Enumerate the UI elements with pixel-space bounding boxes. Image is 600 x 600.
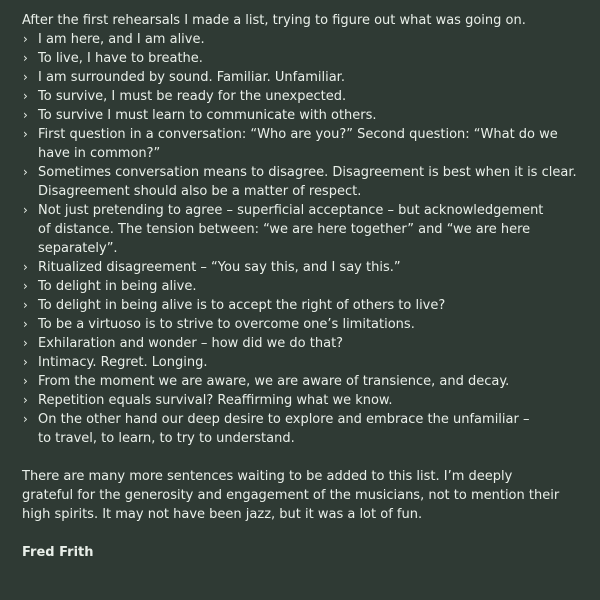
bullet-chevron-icon: ›	[23, 374, 28, 388]
list-item	[22, 163, 592, 201]
list-item-line: Repetition equals survival? Reaffirming what we know.	[38, 393, 393, 408]
bullet-chevron-icon: ›	[23, 89, 28, 103]
closing-line: There are many more sentences waiting to be added to this list. I’m deeply	[22, 469, 513, 484]
list-item-line: have in common?”	[38, 146, 161, 161]
bullet-chevron-icon: ›	[23, 336, 28, 350]
bullet-chevron-icon: ›	[23, 51, 28, 65]
bullet-chevron-icon: ›	[23, 317, 28, 331]
list-item	[22, 49, 592, 68]
list-item-line: Exhilaration and wonder – how did we do that?	[38, 336, 344, 351]
list-item-line: To delight in being alive is to accept the right of others to live?	[38, 298, 446, 313]
list-item-line: to travel, to learn, to try to understand.	[38, 431, 295, 446]
bullet-chevron-icon: ›	[23, 260, 28, 274]
list-item-line: of distance. The tension between: “we are here together” and “we are here	[38, 222, 531, 237]
bullet-chevron-icon: ›	[23, 165, 28, 179]
list-item-line: separately”.	[38, 241, 118, 256]
list-item-line: I am surrounded by sound. Familiar. Unfamiliar.	[38, 70, 345, 85]
list-item	[22, 201, 592, 258]
bullet-chevron-icon: ›	[23, 70, 28, 84]
list-item-line: Disagreement should also be a matter of respect.	[38, 184, 362, 199]
list-item	[22, 353, 592, 372]
list-item	[22, 30, 592, 49]
list-item	[22, 296, 592, 315]
bullet-chevron-icon: ›	[23, 298, 28, 312]
list-item	[22, 372, 592, 391]
bullet-chevron-icon: ›	[23, 108, 28, 122]
list-item	[22, 68, 592, 87]
list-item-line: Sometimes conversation means to disagree. Disagreement is best when it is clear.	[38, 165, 577, 180]
list-item-line: Not just pretending to agree – superficial acceptance – but acknowledgement	[38, 203, 544, 218]
list-item	[22, 391, 592, 410]
list-item	[22, 410, 592, 448]
list-item-line: To be a virtuoso is to strive to overcome one’s limitations.	[38, 317, 415, 332]
bullet-chevron-icon: ›	[23, 203, 28, 217]
bullet-chevron-icon: ›	[23, 279, 28, 293]
list-item	[22, 315, 592, 334]
list-item	[22, 125, 592, 163]
list-item-line: From the moment we are aware, we are aware of transience, and decay.	[38, 374, 510, 389]
intro-paragraph: After the first rehearsals I made a list, trying to figure out what was going on.	[22, 13, 526, 28]
list-item	[22, 334, 592, 353]
bullet-chevron-icon: ›	[23, 355, 28, 369]
list-item-line: To survive I must learn to communicate with others.	[38, 108, 377, 123]
list-item-line: To delight in being alive.	[38, 279, 197, 294]
text-block	[22, 11, 592, 562]
list-item-line: To live, I have to breathe.	[38, 51, 203, 66]
list-item	[22, 277, 592, 296]
closing-paragraph	[22, 467, 592, 524]
bullet-chevron-icon: ›	[23, 127, 28, 141]
bullet-chevron-icon: ›	[23, 393, 28, 407]
list-item	[22, 106, 592, 125]
list-item-line: On the other hand our deep desire to explore and embrace the unfamiliar –	[38, 412, 530, 427]
list-item-line: Ritualized disagreement – “You say this, and I say this.”	[38, 260, 401, 275]
bullet-chevron-icon: ›	[23, 412, 28, 426]
closing-line: high spirits. It may not have been jazz, but it was a lot of fun.	[22, 507, 423, 522]
list-item	[22, 87, 592, 106]
closing-line: grateful for the generosity and engagement of the musicians, not to mention their	[22, 488, 560, 503]
bullet-chevron-icon: ›	[23, 32, 28, 46]
list-item-line: Intimacy. Regret. Longing.	[38, 355, 208, 370]
list-item-line: To survive, I must be ready for the unexpected.	[38, 89, 347, 104]
list-item-line: First question in a conversation: “Who are you?” Second question: “What do we	[38, 127, 558, 142]
list-item	[22, 258, 592, 277]
author-signature: Fred Frith	[22, 545, 94, 560]
sentence-list	[22, 30, 592, 448]
list-item-line: I am here, and I am alive.	[38, 32, 205, 47]
